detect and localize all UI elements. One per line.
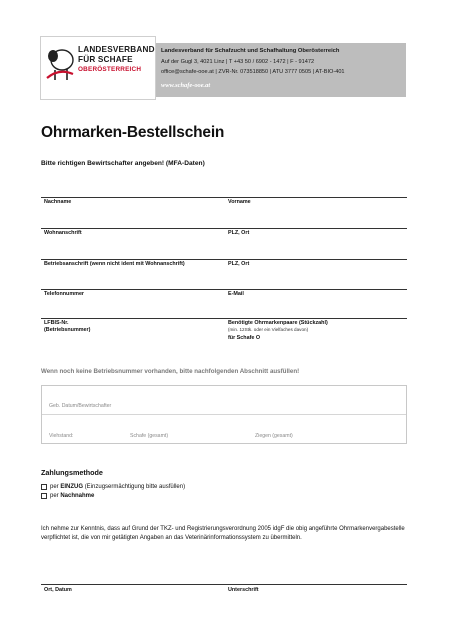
label-ort-datum: Ort, Datum (44, 587, 72, 593)
option-nachnahme-pre: per (50, 493, 59, 499)
org-name: Landesverband für Schafzucht und Schafhaltung Oberösterreich (161, 48, 340, 54)
field-line-top (41, 197, 407, 198)
payment-option-einzug[interactable] (41, 484, 185, 490)
logo-text-line1: LANDESVERBAND (78, 45, 155, 54)
label-vorname: Vorname (228, 199, 251, 205)
label-fuer-schafe: für Schafe O (228, 335, 261, 341)
checkbox-einzug[interactable] (41, 484, 47, 490)
label-plz-ort-2: PLZ, Ort (228, 261, 250, 267)
option-einzug-bold: EINZUG (60, 484, 84, 490)
option-nachnahme-bold: Nachnahme (60, 493, 95, 499)
label-lfbis: LFBIS-Nr. (44, 320, 69, 326)
label-viehstand: Viehstand: (49, 433, 74, 439)
label-nachname: Nachname (44, 199, 72, 205)
label-unterschrift: Unterschrift (228, 587, 259, 593)
extra-info-box (41, 385, 407, 444)
logo (40, 36, 156, 100)
logo-text-line2: FÜR SCHAFE (78, 55, 133, 64)
label-geb-datum: Geb. Datum/Bewirtschafter (49, 403, 112, 409)
label-telefon: Telefonnummer (44, 291, 85, 297)
label-ohrmarken: Benötigte Ohrmarkenpaare (Stückzahl) (228, 320, 328, 326)
label-ziegen-gesamt: Ziegen (gesamt) (255, 433, 293, 439)
option-einzug-post: (Einzugsermächtigung bitte ausfüllen) (84, 484, 186, 490)
header-band (156, 43, 406, 97)
address-line: Auf der Gugl 3, 4021 Linz | T +43 50 / 6902 - 1472 | F - 91472 (161, 59, 315, 65)
payment-heading: Zahlungsmethode (41, 468, 103, 477)
option-einzug-pre: per (50, 484, 59, 490)
box-divider (42, 414, 406, 415)
field-line-4 (41, 289, 407, 290)
label-wohnanschrift: Wohnanschrift (44, 230, 82, 236)
contact-line[interactable]: office@schafe-ooe.at | ZVR-Nr. 073518850 | ATU 3777 0505 | AT-BIO-401 (161, 69, 345, 75)
checkbox-nachnahme[interactable] (41, 493, 47, 499)
signature-line (41, 584, 407, 585)
logo-text-line3: OBERÖSTERREICH (78, 66, 142, 73)
sheep-icon (45, 44, 75, 86)
label-ohrmarken-hint: (min. 12Stk. oder ein Vielfaches davon) (228, 327, 309, 332)
label-lfbis-sub: (Betriebsnummer) (44, 327, 91, 333)
label-betriebsanschrift: Betriebsanschrift (wenn nicht ident mit Wohnanschrift) (44, 261, 185, 267)
page-title: Ohrmarken-Bestellschein (41, 124, 225, 141)
field-line-3 (41, 259, 407, 260)
label-schafe-gesamt: Schafe (gesamt) (130, 433, 169, 439)
field-line-2 (41, 228, 407, 229)
website-link[interactable]: www.schafe-ooe.at (161, 82, 211, 89)
field-line-5 (41, 318, 407, 319)
subtitle: Bitte richtigen Bewirtschafter angeben! (MFA-Daten) (41, 160, 205, 167)
notice-text: Wenn noch keine Betriebsnummer vorhanden, bitte nachfolgenden Abschnitt ausfüllen! (41, 368, 300, 375)
label-email: E-Mail (228, 291, 244, 297)
payment-option-nachnahme[interactable] (41, 493, 94, 499)
label-plz-ort-1: PLZ, Ort (228, 230, 250, 236)
consent-paragraph: Ich nehme zur Kenntnis, dass auf Grund der TKZ- und Registrierungsverordnung 2005 idgF die obig angeführte Ohrmarkenvergabestelle verpflichtet ist, die von mir getätigten Angaben an das Veterinärinformationssystem zu übermitteln. (41, 526, 405, 542)
